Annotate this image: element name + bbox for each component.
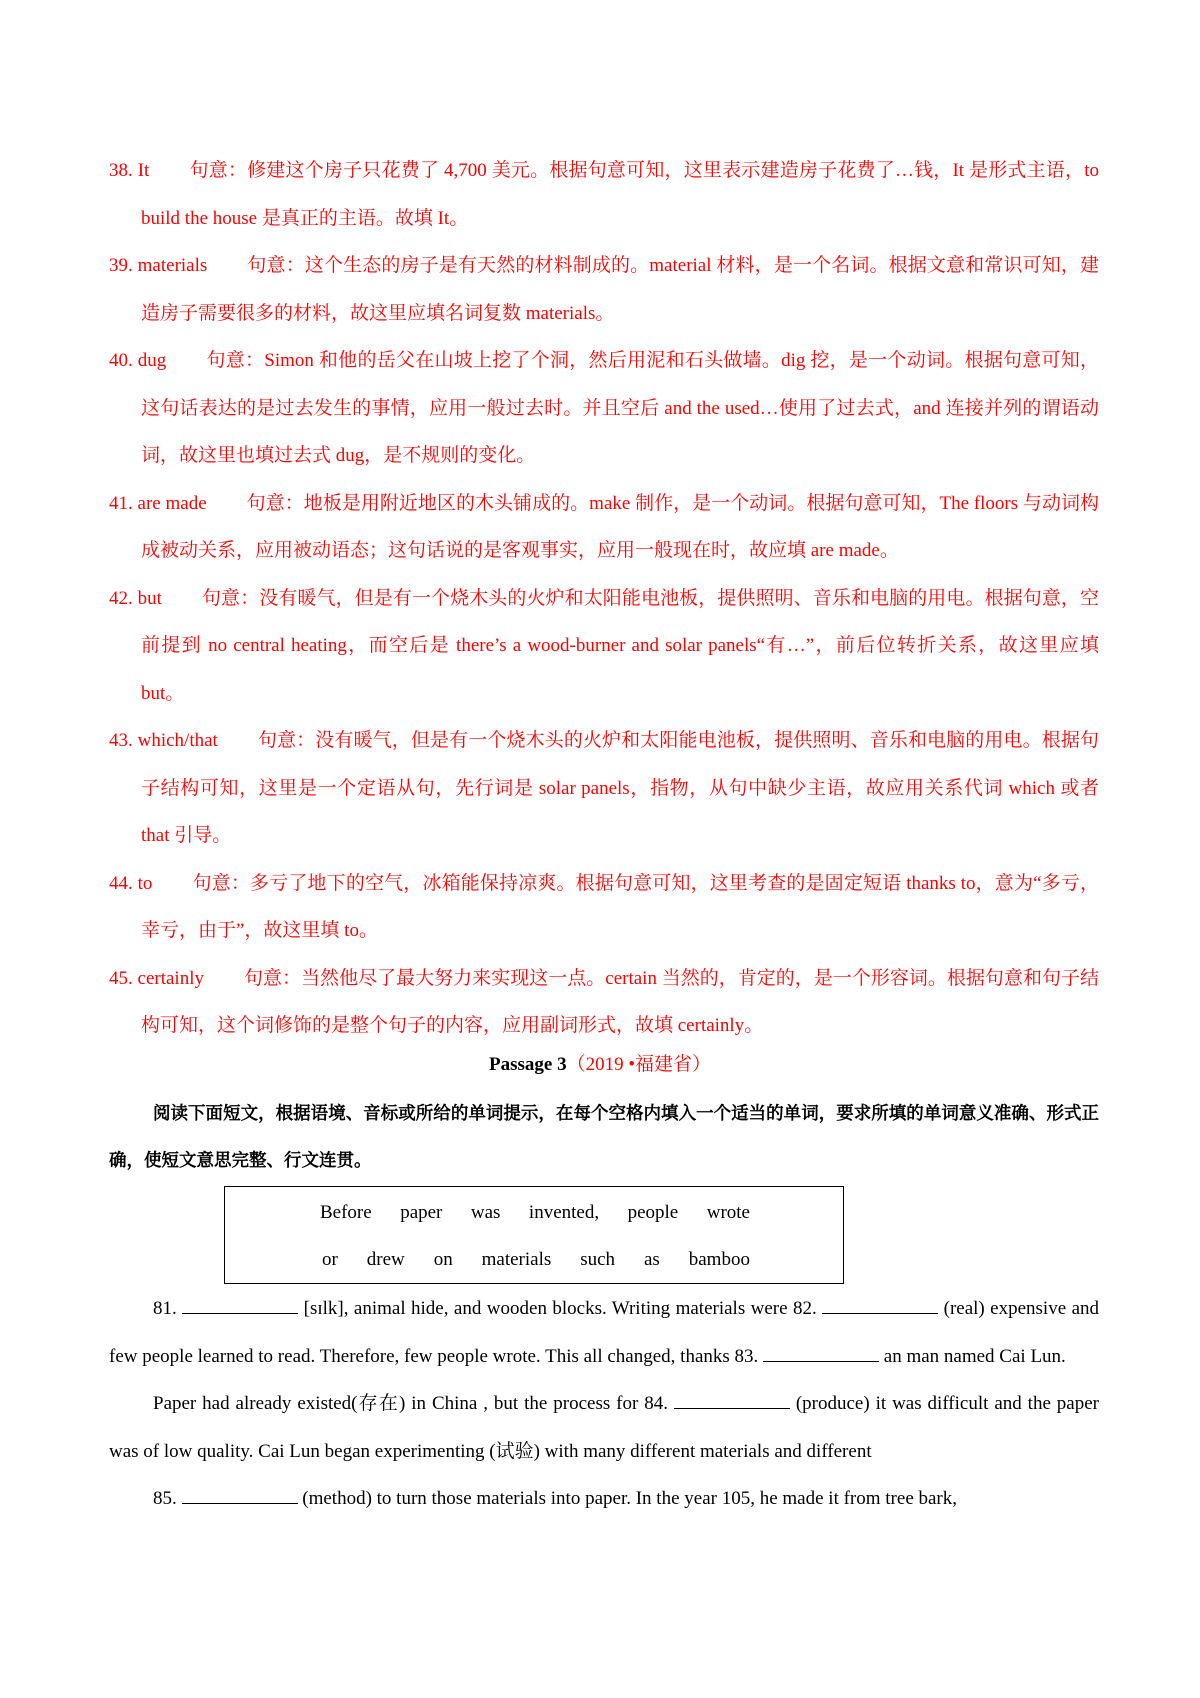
blank-81[interactable] [182, 1295, 298, 1314]
answer-number: 38. [109, 160, 133, 181]
passage-source: （2019 •福建省） [566, 1054, 711, 1075]
blank-85[interactable] [182, 1485, 298, 1504]
answer-45 [109, 955, 1099, 1050]
box-word: people [627, 1202, 679, 1223]
answer-39 [109, 242, 1099, 337]
answer-text: 句意：没有暖气，但是有一个烧木头的火炉和太阳能电池板，提供照明、音乐和电脑的用电。根据句子结构可知，这里是一个定语从句，先行词是 solar panels，指物，从句中缺少主语，故应用关系代词 which 或者 that 引导。 [141, 730, 1099, 846]
instructions: 阅读下面短文，根据语境、音标或所给的单词提示，在每个空格内填入一个适当的单词，要求所填的单词意义准确、形式正确，使短文意思完整、行文连贯。 [109, 1104, 1099, 1171]
answer-42 [109, 575, 1099, 718]
box-word: drew [366, 1249, 405, 1270]
answer-word: which/that [137, 730, 218, 751]
answer-word: It [137, 160, 150, 181]
box-word: on [433, 1249, 453, 1270]
answer-text: 句意：这个生态的房子是有天然的材料制成的。material 材料，是一个名词。根据文意和常识可知，建造房子需要很多的材料，故这里应填名词复数 materials。 [141, 255, 1099, 324]
paragraph-1 [109, 1285, 1099, 1380]
answer-text: 句意：地板是用附近地区的木头铺成的。make 制作，是一个动词。根据句意可知，The floors 与动词构成被动关系，应用被动语态；这句话说的是客观事实，应用一般现在时，故应填 are made。 [141, 492, 1100, 561]
answer-44 [109, 860, 1099, 955]
box-word: or [322, 1249, 338, 1270]
paragraph-text: Paper had already existed(存在) in China , but the process for 84. [153, 1393, 668, 1414]
paragraph-3 [109, 1475, 1099, 1523]
answer-word: materials [137, 255, 208, 276]
box-word: was [470, 1202, 501, 1223]
answer-38 [109, 147, 1099, 242]
box-word: invented, [528, 1202, 600, 1223]
answer-text: 句意：当然他尽了最大努力来实现这一点。certain 当然的，肯定的，是一个形容词。根据句意和句子结构可知，这个词修饰的是整个句子的内容，应用副词形式，故填 certainly。 [141, 967, 1100, 1036]
passage-title-text: Passage 3 [489, 1054, 567, 1075]
blank-84[interactable] [674, 1390, 790, 1409]
text-box-line-1 [320, 1198, 750, 1228]
answer-number: 42. [109, 587, 133, 609]
box-word: materials [481, 1249, 552, 1270]
box-word: as [643, 1249, 660, 1270]
blank-number-85: 85. [153, 1488, 177, 1509]
answer-word: but [137, 587, 162, 609]
answer-number: 39. [109, 255, 133, 276]
answer-40 [109, 337, 1099, 480]
box-word: wrote [706, 1202, 750, 1223]
answer-43 [109, 717, 1099, 860]
box-word: paper [400, 1202, 443, 1223]
answer-text: 句意：修建这个房子只花费了 4,700 美元。根据句意可知，这里表示建造房子花费了…钱，It 是形式主语，to build the house 是真正的主语。故填 It。 [141, 160, 1100, 229]
answer-word: certainly [137, 967, 204, 989]
answer-number: 43. [109, 730, 133, 751]
answer-number: 44. [109, 872, 133, 894]
passage-body [109, 1285, 1099, 1523]
text-box-line-2 [322, 1245, 750, 1275]
answer-word: are made [137, 492, 207, 514]
answer-number: 45. [109, 967, 133, 989]
blank-82[interactable] [822, 1295, 938, 1314]
paragraph-text: an man named Cai Lun. [879, 1345, 1066, 1367]
answer-word: dug [137, 350, 167, 371]
box-word: Before [320, 1202, 372, 1223]
answer-number: 41. [109, 492, 133, 514]
paragraph-text: (method) to turn those materials into paper. In the year 105, he made it from tree bark, [297, 1488, 958, 1509]
paragraph-2 [109, 1380, 1099, 1475]
answer-text: 句意：Simon 和他的岳父在山坡上挖了个洞，然后用泥和石头做墙。dig 挖，是一个动词。根据句意可知，这句话表达的是过去发生的事情，应用一般过去时。并且空后 and the used…使用了过去式，and 连接并列的谓语动词，故这里也填过去式 dug，是不规则的变化。 [141, 350, 1100, 466]
answer-text: 句意：没有暖气，但是有一个烧木头的火炉和太阳能电池板，提供照明、音乐和电脑的用电。根据句意，空前提到 no central heating，而空后是 there’s a wood-burner and solar panels“有…”，前后位转折关系，故这里应填 but。 [141, 587, 1099, 704]
answer-explanations [109, 147, 1099, 1050]
box-word: bamboo [688, 1249, 750, 1270]
blank-number-81: 81. [153, 1298, 177, 1319]
paragraph-text: [sɪlk], animal hide, and wooden blocks. Writing materials were 82. [298, 1298, 817, 1319]
paragraph-text: (real) expensive and few people learned to read. Therefore, few people wrote. This all changed, thanks 83. [109, 1298, 1100, 1367]
box-word: such [580, 1249, 616, 1270]
passage-title [0, 1045, 1200, 1085]
answer-number: 40. [109, 350, 133, 371]
answer-41 [109, 480, 1099, 575]
paragraph-text: (produce) it was difficult and the paper was of low quality. Cai Lun began experimenting (试验) with many different materials and different [109, 1393, 1099, 1462]
answer-text: 句意：多亏了地下的空气，冰箱能保持凉爽。根据句意可知，这里考查的是固定短语 thanks to，意为“多亏，幸亏，由于”，故这里填 to。 [141, 872, 1099, 941]
answer-word: to [137, 872, 153, 894]
passage-text-box [224, 1186, 844, 1284]
blank-83[interactable] [763, 1343, 879, 1362]
